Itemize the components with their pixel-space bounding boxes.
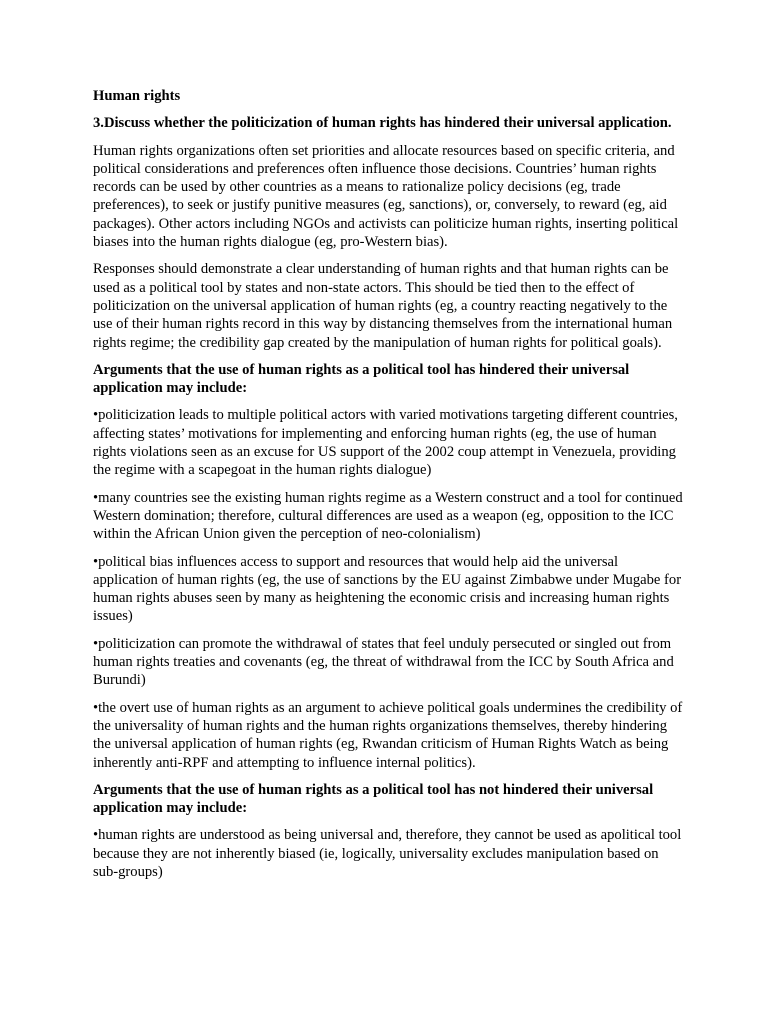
document-heading: Human rights [93,88,181,104]
hindered-point: •political bias influences access to support and resources that would help aid the universal application of human rights (eg, the use of sanctions by the EU against Zimbabwe under Mugabe for human rights abuses seen by many as heightening the economic crisis and increasing human rights issues) [93,553,682,625]
not-hindered-arguments-heading: Arguments that the use of human rights as a political tool has not hindered their universal application may include: [93,781,654,817]
response-guidance-paragraph: Responses should demonstrate a clear understanding of human rights and that human rights can be used as a political tool by states and non-state actors. This should be tied then to the effect of politicization on the universal application of human rights (eg, a country reacting negatively to the use of their human rights record in this way by distancing themselves from the international human rights regime; the credibility gap created by the manipulation of human rights for political goals). [93,261,673,351]
hindered-arguments-heading: Arguments that the use of human rights as a political tool has hindered their universal application may include: [93,361,630,397]
not-hindered-point: •human rights are understood as being universal and, therefore, they cannot be used as apolitical tool because they are not inherently biased (ie, logically, universality excludes manipulation based on sub-groups) [93,827,682,880]
hindered-point: •the overt use of human rights as an argument to achieve political goals undermines the credibility of the universality of human rights and the human rights organizations themselves, thereby hindering the universal application of human rights (eg, Rwandan criticism of Human Rights Watch as being inherently anti-RPF and attempting to influence internal politics). [93,699,683,771]
hindered-point: •politicization can promote the withdrawal of states that feel unduly persecuted or singled out from human rights treaties and covenants (eg, the threat of withdrawal from the ICC by South Africa and Burundi) [93,635,674,689]
question-title: 3.Discuss whether the politicization of human rights has hindered their universal application. [93,115,672,132]
intro-paragraph: Human rights organizations often set priorities and allocate resources based on specific criteria, and political considerations and preferences often influence those decisions. Countries’ human rights records can be used by other countries as a means to rationalize policy decisions (eg, trade preferences), to seek or justify punitive measures (eg, sanctions), or, conversely, to reward (eg, aid packages). Other actors including NGOs and activists can politicize human rights, inserting political biases into the human rights dialogue (eg, pro-Western bias). [93,142,679,251]
hindered-point: •many countries see the existing human rights regime as a Western construct and a tool for continued Western domination; therefore, cultural differences are used as a weapon (eg, opposition to the ICC within the African Union given the perception of neo-colonialism) [93,489,683,543]
hindered-point: •politicization leads to multiple political actors with varied motivations targeting different countries, affecting states’ motivations for implementing and enforcing human rights (eg, the use of human rights violations seen as an excuse for US support of the 2002 coup attempt in Venezuela, providing the regime with a scapegoat in the human rights dialogue) [93,407,678,479]
document-body [93,87,685,890]
